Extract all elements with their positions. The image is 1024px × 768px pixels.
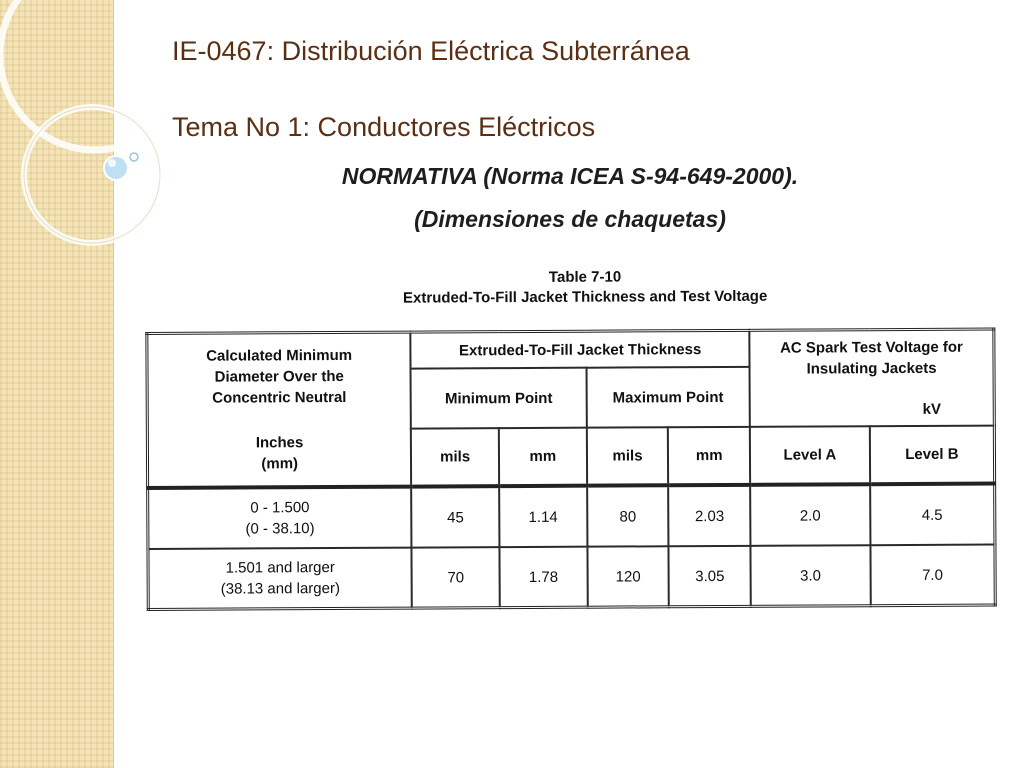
header-level-a: Level A <box>750 426 870 485</box>
header-diameter-line1: Calculated Minimum <box>206 346 353 365</box>
header-voltage-line1: AC Spark Test Voltage for <box>780 338 963 357</box>
header-min-mm: mm <box>499 428 587 486</box>
cell-min-mils: 45 <box>411 486 499 547</box>
header-max-mm: mm <box>668 427 750 485</box>
cell-max-mm: 2.03 <box>669 485 751 546</box>
dimensiones-heading: (Dimensiones de chaquetas) <box>414 206 726 232</box>
cell-level-a: 3.0 <box>751 545 871 606</box>
header-level-b: Level B <box>870 426 995 485</box>
header-diameter-line2: Diameter Over the <box>214 367 344 386</box>
header-jacket-thickness: Extruded-To-Fill Jacket Thickness <box>411 330 750 368</box>
table-subtitle: Extruded-To-Fill Jacket Thickness and Test Voltage <box>402 287 768 307</box>
header-minimum-point: Minimum Point <box>411 368 587 429</box>
header-min-mils: mils <box>411 428 499 486</box>
cell-level-b: 7.0 <box>870 545 995 606</box>
header-maximum-point: Maximum Point <box>586 367 750 428</box>
header-diameter <box>147 332 412 488</box>
jacket-thickness-table-scan <box>145 266 997 611</box>
course-title: IE-0467: Distribución Eléctrica Subterránea <box>172 36 690 66</box>
range-inches: 0 - 1.500 <box>250 499 310 517</box>
range-mm: (38.13 and larger) <box>220 579 340 598</box>
jacket-thickness-table <box>145 328 996 611</box>
header-voltage-line2: Insulating Jackets <box>806 359 937 378</box>
table-caption <box>175 266 995 310</box>
cell-max-mils: 120 <box>587 546 669 607</box>
header-spark-test-voltage <box>749 329 994 427</box>
table-row <box>148 545 995 610</box>
normativa-heading: NORMATIVA (Norma ICEA S-94-649-2000). <box>341 163 799 189</box>
cell-min-mm: 1.14 <box>499 486 587 547</box>
range-inches: 1.501 and larger <box>225 559 335 577</box>
header-diameter-line3: Concentric Neutral <box>212 388 347 407</box>
table-row <box>148 484 995 549</box>
table-number: Table 7-10 <box>548 268 622 286</box>
cell-diameter-range <box>148 548 412 610</box>
cell-level-a: 2.0 <box>750 484 870 546</box>
cell-min-mm: 1.78 <box>499 547 587 608</box>
header-max-mils: mils <box>587 427 669 485</box>
cell-level-b: 4.5 <box>870 484 995 546</box>
cell-diameter-range <box>148 487 412 549</box>
cell-max-mm: 3.05 <box>669 546 751 607</box>
header-diameter-units-inches: Inches <box>255 434 304 452</box>
range-mm: (0 - 38.10) <box>245 520 315 538</box>
topic-title: Tema No 1: Conductores Eléctricos <box>172 112 596 142</box>
cell-min-mils: 70 <box>412 547 500 608</box>
header-diameter-units-mm: (mm) <box>261 455 299 473</box>
cell-max-mils: 80 <box>587 485 669 546</box>
header-voltage-unit: kV <box>922 400 942 418</box>
